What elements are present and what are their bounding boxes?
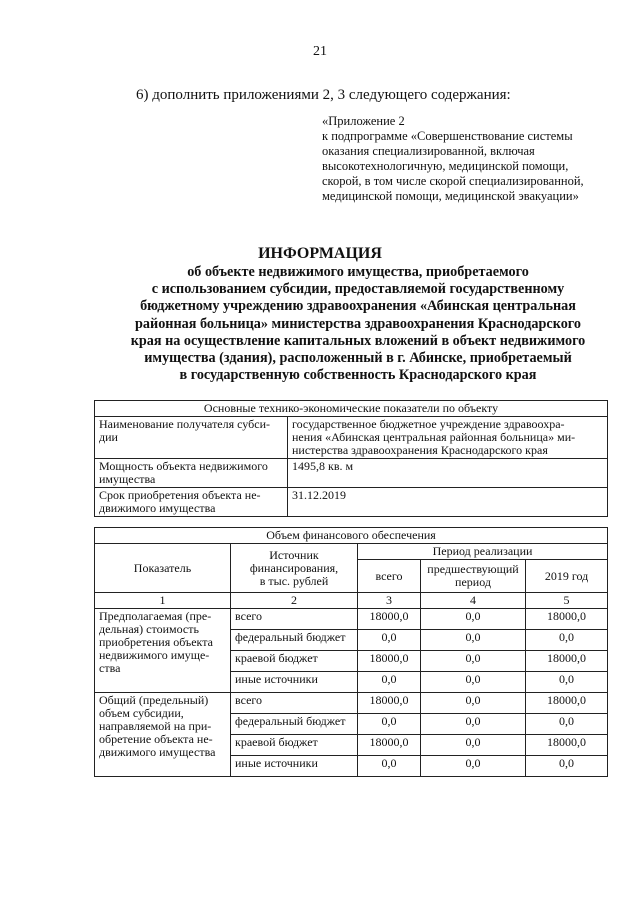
total-cell: 18000,0 <box>358 693 421 714</box>
year-cell: 18000,0 <box>526 735 608 756</box>
total-cell: 0,0 <box>358 714 421 735</box>
group-label: Предполагаемая (пре- дельная) стоимость приобретения объекта недвижимого имуще- ства <box>95 609 231 693</box>
year-cell: 0,0 <box>526 756 608 777</box>
subtitle-line: с использованием субсидии, предоставляемой государственному <box>151 281 565 298</box>
indicator-label: Мощность объекта недвижимого имущества <box>95 459 288 488</box>
col-number: 3 <box>358 593 421 609</box>
indicators-header: Основные технико-экономические показатели по объекту <box>95 401 608 417</box>
col-total-header: всего <box>358 560 421 593</box>
indicator-value: 31.12.2019 <box>288 488 608 517</box>
source-cell: иные источники <box>231 756 358 777</box>
previous-cell: 0,0 <box>421 672 526 693</box>
indicator-value: государственное бюджетное учреждение здравоохра- нения «Абинская центральная районная больница» ми- нистерства здравоохранения Краснодарского края <box>288 417 608 459</box>
year-cell: 0,0 <box>526 630 608 651</box>
year-cell: 18000,0 <box>526 609 608 630</box>
source-cell: всего <box>231 609 358 630</box>
year-cell: 0,0 <box>526 672 608 693</box>
intro-text: 6) дополнить приложениями 2, 3 следующего содержания: <box>136 87 511 103</box>
subtitle-line: районная больница» министерства здравоохранения Краснодарского <box>135 315 581 332</box>
subtitle-line: края на осуществление капитальных вложений в объект недвижимого <box>130 332 586 349</box>
source-cell: федеральный бюджет <box>231 714 358 735</box>
total-cell: 0,0 <box>358 630 421 651</box>
col-number: 1 <box>95 593 231 609</box>
table-row <box>95 693 608 714</box>
total-cell: 0,0 <box>358 672 421 693</box>
indicator-label: Наименование получателя субси- дии <box>95 417 288 459</box>
appendix-line: скорой, в том числе скорой специализированной, <box>322 174 584 188</box>
table-row <box>95 609 608 630</box>
indicator-label: Срок приобретения объекта не- движимого имущества <box>95 488 288 517</box>
table-row <box>95 488 608 517</box>
col-indicator-header: Показатель <box>95 544 231 593</box>
table-row <box>95 459 608 488</box>
previous-cell: 0,0 <box>421 630 526 651</box>
source-cell: краевой бюджет <box>231 735 358 756</box>
page-number: 21 <box>313 44 327 59</box>
document-title: ИНФОРМАЦИЯ <box>258 245 382 262</box>
source-cell: федеральный бюджет <box>231 630 358 651</box>
subtitle-line: бюджетному учреждению здравоохранения «Абинская центральная <box>140 298 576 315</box>
col-source-header: Источник финансирования, в тыс. рублей <box>231 544 358 593</box>
previous-cell: 0,0 <box>421 651 526 672</box>
previous-cell: 0,0 <box>421 693 526 714</box>
indicator-value: 1495,8 кв. м <box>288 459 608 488</box>
col-number: 4 <box>421 593 526 609</box>
year-cell: 18000,0 <box>526 693 608 714</box>
total-cell: 0,0 <box>358 756 421 777</box>
subtitle-line: имущества (здания), расположенный в г. Абинске, приобретаемый <box>144 350 572 367</box>
appendix-caption <box>322 114 622 204</box>
col-previous-header: предшествующий период <box>421 560 526 593</box>
year-cell: 0,0 <box>526 714 608 735</box>
col-year-header: 2019 год <box>526 560 608 593</box>
source-cell: всего <box>231 693 358 714</box>
appendix-line: к подпрограмме «Совершенствование системы <box>322 129 573 143</box>
subtitle-line: об объекте недвижимого имущества, приобретаемого <box>187 264 529 280</box>
total-cell: 18000,0 <box>358 735 421 756</box>
appendix-line: медицинской помощи, медицинской эвакуации» <box>322 189 579 203</box>
appendix-line: «Приложение 2 <box>322 114 405 128</box>
previous-cell: 0,0 <box>421 609 526 630</box>
previous-cell: 0,0 <box>421 735 526 756</box>
table-row <box>95 417 608 459</box>
col-number: 2 <box>231 593 358 609</box>
source-cell: краевой бюджет <box>231 651 358 672</box>
previous-cell: 0,0 <box>421 756 526 777</box>
col-number: 5 <box>526 593 608 609</box>
appendix-line: оказания специализированной, включая <box>322 144 535 158</box>
appendix-line: высокотехнологичную, медицинской помощи, <box>322 159 569 173</box>
document-subtitle <box>60 264 640 384</box>
total-cell: 18000,0 <box>358 609 421 630</box>
indicators-table <box>94 400 608 517</box>
group-label: Общий (предельный) объем субсидии, направляемой на при- обретение объекта не- движимого имущества <box>95 693 231 777</box>
col-period-header: Период реализации <box>358 544 608 560</box>
source-cell: иные источники <box>231 672 358 693</box>
previous-cell: 0,0 <box>421 714 526 735</box>
financing-table <box>94 527 608 777</box>
financing-header: Объем финансового обеспечения <box>95 528 608 544</box>
subtitle-line: в государственную собственность Краснодарского края <box>179 367 537 384</box>
year-cell: 18000,0 <box>526 651 608 672</box>
total-cell: 18000,0 <box>358 651 421 672</box>
